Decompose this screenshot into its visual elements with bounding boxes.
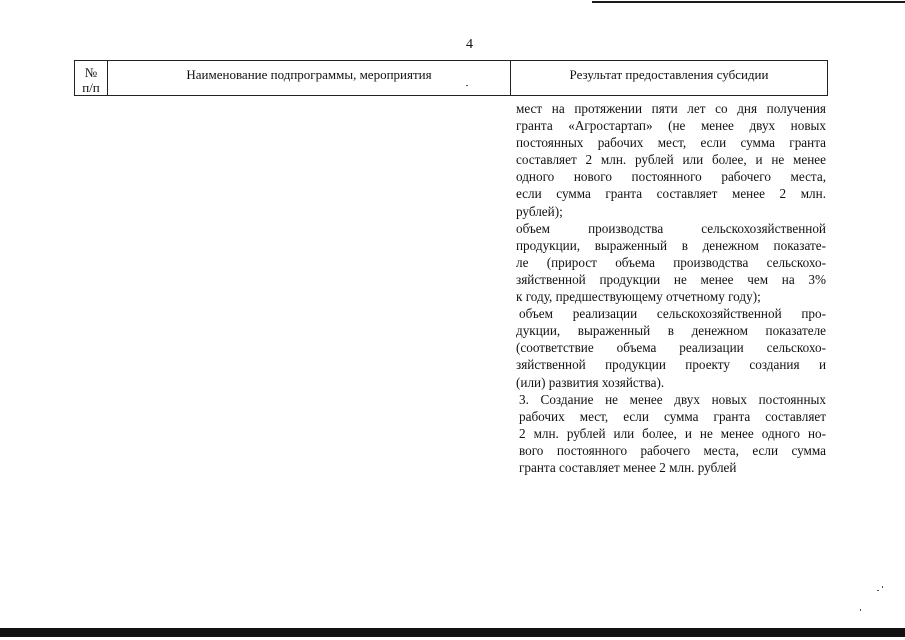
result-line: постоянных рабочих мест, если сумма гранта [516,135,826,151]
result-line: рублей); [516,203,563,219]
result-line: одного нового постоянного рабочего места, [516,169,826,185]
header-cell-name: Наименование подпрограммы, мероприятия [108,61,511,95]
result-line: составляет 2 млн. рублей или более, и не менее [516,152,826,168]
result-line: объем производства сельскохозяйственной [516,220,826,236]
scan-speck [877,590,879,591]
result-line: продукции, выраженный в денежном показате- [516,237,826,253]
bottom-scan-rule [0,628,905,637]
top-scan-rule [592,1,905,3]
result-line: ле (прирост объема производства сельскохо- [516,254,826,270]
result-line: рабочих мест, если сумма гранта составляет [519,408,826,424]
result-line: 3. Создание не менее двух новых постоянных [519,391,826,407]
result-line: гранта «Агростартап» (не менее двух новых [516,118,826,134]
result-text-block [516,100,826,476]
header-cell-result: Результат предоставления субсидии [569,67,769,82]
result-line: вого постоянного рабочего места, если сумма [519,442,826,458]
result-line: зяйственной продукции не менее чем на 3% [516,271,826,287]
result-line: (соответствие объема реализации сельскохо- [516,340,826,356]
result-line: дукции, выраженный в денежном показателе [516,323,826,339]
scan-speck [860,609,861,611]
scan-speck [882,586,883,588]
result-line: (или) развития хозяйства). [516,374,665,390]
table-header [74,60,828,96]
result-line: 2 млн. рублей или более, и не менее одного но- [519,425,826,441]
scan-speck [466,85,468,86]
result-line: если сумма гранта составляет менее 2 млн. [516,186,826,202]
result-line: к году, предшествующему отчетному году); [516,289,761,305]
header-cell-number [75,61,108,95]
page-number: 4 [466,37,473,52]
header-number-sign: № [84,65,98,80]
header-number-abbrev: п/п [82,80,100,95]
result-line: гранта составляет менее 2 млн. рублей [519,459,737,475]
result-line: зяйственной продукции проекту создания и [516,357,826,373]
result-line: мест на протяжении пяти лет со дня получения [516,101,826,116]
result-line: объем реализации сельскохозяйственной про- [519,306,826,322]
